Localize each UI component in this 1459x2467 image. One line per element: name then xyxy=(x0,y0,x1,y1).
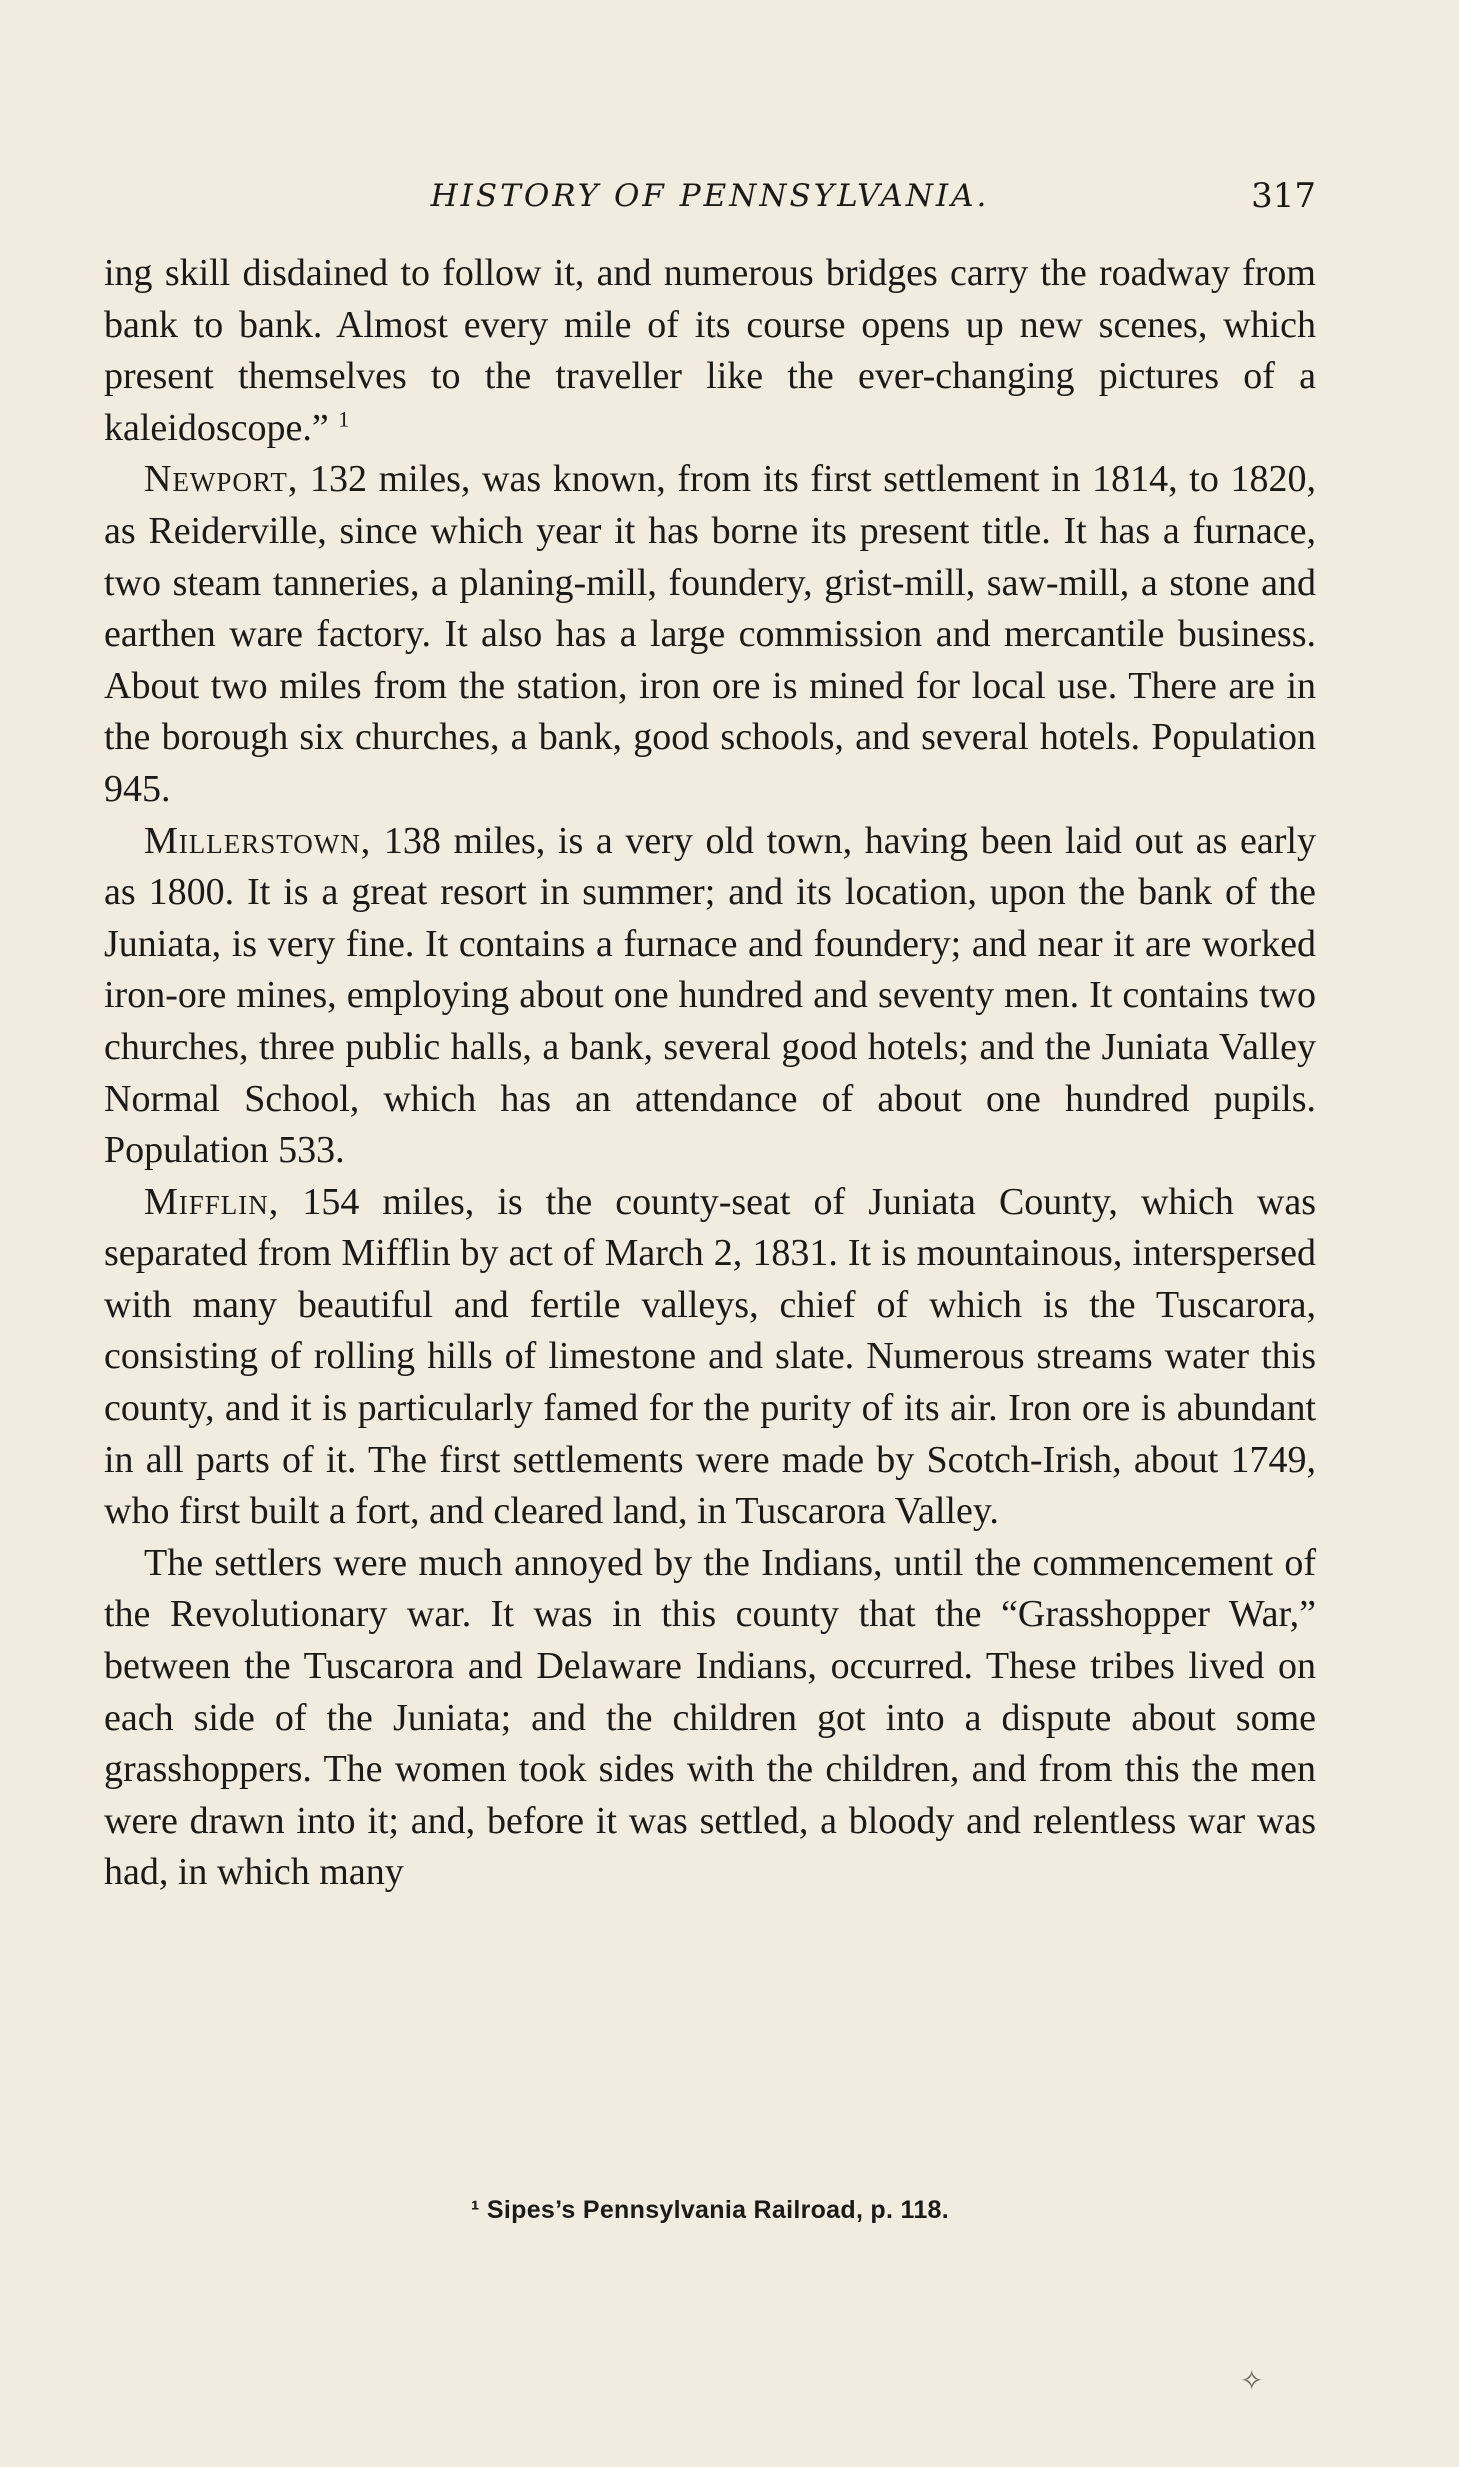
page-number: 317 xyxy=(1251,176,1316,216)
body-text xyxy=(104,248,1316,1899)
paragraph-mifflin xyxy=(104,1177,1316,1538)
paragraph-text: ing skill disdained to follow it, and numerous bridges carry the roadway from bank to bank. Almost every mile of its course opens up new scenes, which present themselves to the traveller like the ever-changing pictures of a kaleidoscope.” xyxy=(104,252,1316,449)
paragraph-millerstown xyxy=(104,816,1316,1177)
paragraph-newport xyxy=(104,454,1316,815)
paragraph-text: 138 miles, is a very old town, having been laid out as early as 1800. It is a great resort in summer; and its location, upon the bank of the Juniata, is very fine. It contains a furnace and foundery; and near it are worked iron-ore mines, employing about one hundred and seventy men. It contains two churches, three public halls, a bank, several good hotels; and the Juniata Valley Normal School, which has an attendance of about one hundred pupils. Population 533. xyxy=(104,819,1316,1172)
place-name: Millerstown, xyxy=(144,819,372,862)
footnote xyxy=(104,2196,1316,2225)
footnote-ref: 1 xyxy=(338,406,350,432)
place-name: Newport, xyxy=(144,458,299,501)
paragraph-text: The settlers were much annoyed by the Indians, until the commencement of the Revolutionary war. It was in this county that the “Grasshopper War,” between the Tuscarora and Delaware Indians, occurred. These tribes lived on each side of the Juniata; and the children got into a dispute about some grasshoppers. The women took sides with the children, and from this the men were drawn into it; and, before it was settled, a bloody and relentless war was had, in which many xyxy=(104,1541,1316,1894)
footnote-text: Sipes’s Pennsylvania Railroad, p. 118. xyxy=(486,2196,949,2224)
paragraph-text: 154 miles, is the county-seat of Juniata County, which was separated from Mifflin by act of March 2, 1831. It is mountainous, interspersed with many beautiful and fertile valleys, chief of which is the Tuscarora, consisting of rolling hills of limestone and slate. Numerous streams water this county, and it is particularly famed for the purity of its air. Iron ore is abundant in all parts of it. The first settlements were made by Scotch-Irish, about 1749, who first built a fort, and cleared land, in Tuscarora Valley. xyxy=(104,1180,1316,1533)
place-name: Mifflin, xyxy=(144,1180,280,1223)
running-title: HISTORY OF PENNSYLVANIA. xyxy=(430,178,990,214)
running-head xyxy=(104,178,1316,228)
paragraph-continuation xyxy=(104,248,1316,454)
paragraph-text: 132 miles, was known, from its first settlement in 1814, to 1820, as Reiderville, since which year it has borne its present title. It has a furnace, two steam tanneries, a planing-mill, foundery, grist-mill, saw-mill, a stone and earthen ware factory. It also has a large commission and mercantile business. About two miles from the station, iron ore is mined for local use. There are in the borough six churches, a bank, good schools, and several hotels. Population 945. xyxy=(104,458,1316,810)
footnote-marker: ¹ xyxy=(471,2196,480,2224)
printer-mark-icon: ✧ xyxy=(1240,2364,1264,2397)
paragraph-settlers xyxy=(104,1538,1316,1899)
